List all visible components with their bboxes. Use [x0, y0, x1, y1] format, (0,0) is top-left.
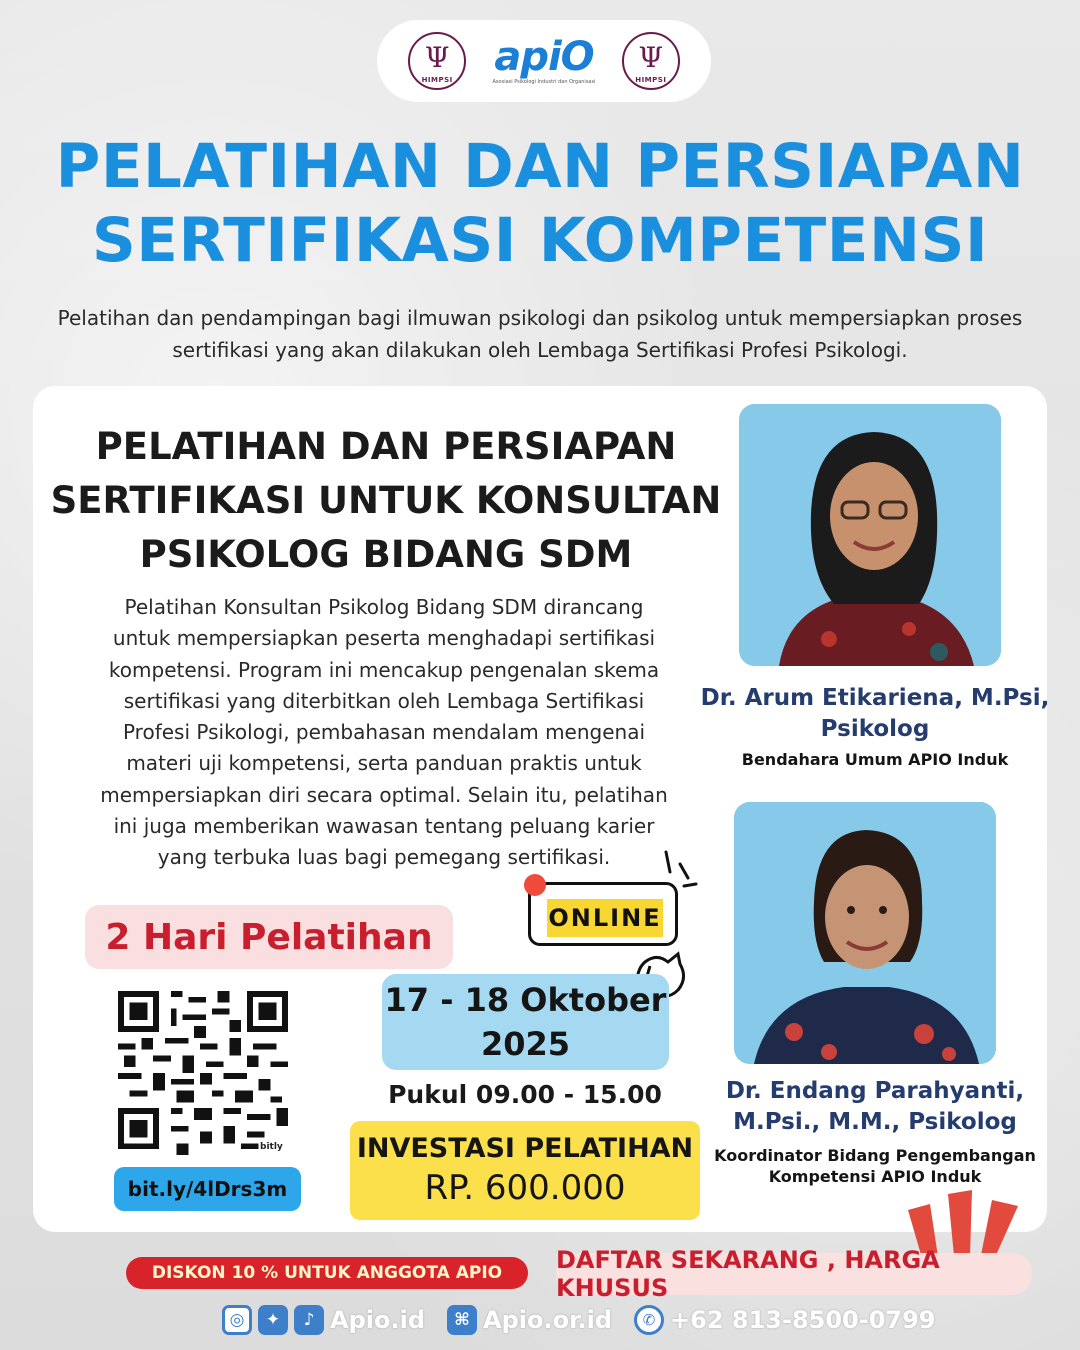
qr-code[interactable]: [118, 990, 288, 1156]
intro-text: Pelatihan dan pendampingan bagi ilmuwan psikologi dan psikolog untuk mempersiapkan proses sertifikasi yang akan dilakukan oleh Lembaga Sertifikasi Profesi Psikologi.: [57, 306, 1023, 362]
course-description: Pelatihan Konsultan Psikolog Bidang SDM dirancang untuk mempersiapkan peserta menghadapi sertifikasi kompetensi. Program ini mencakup pengenalan skema sertifikasi yang diterbitkan oleh Lembaga Sertifikasi Profesi Psikologi, pembahasan mendalam mengenai materi uji kompetensi, serta panduan praktis untuk mempersiapkan diri secara optimal. Selain itu, pelatihan ini juga memberikan wawasan tentang peluang karier yang terbuka luas bagi pemegang sertifikasi.: [100, 595, 668, 870]
phone-number[interactable]: +62 813-8500-0799: [670, 1306, 936, 1334]
course-title: PELATIHAN DAN PERSIAPAN SERTIFIKASI UNTUK KONSULTAN PSIKOLOG BIDANG SDM: [50, 425, 722, 576]
bitly-logo: bitly: [260, 1142, 283, 1152]
time-range: Pukul 09.00 - 15.00: [388, 1080, 662, 1109]
website-link[interactable]: Apio.or.id: [483, 1306, 613, 1334]
speaker-role-2: Koordinator Bidang Pengembangan Kompetensi APIO Induk: [714, 1146, 1036, 1186]
speaker-portrait-2: [734, 802, 996, 1064]
speaker-photo-1: [739, 404, 1001, 666]
duration-badge: 2 Hari Pelatihan: [85, 905, 453, 969]
whatsapp-icon: ✆: [634, 1305, 664, 1335]
online-frame: ONLINE: [528, 882, 678, 946]
short-link[interactable]: bit.ly/4lDrs3m: [114, 1167, 301, 1211]
live-dot-icon: [524, 874, 546, 896]
discount-badge: DISKON 10 % UNTUK ANGGOTA APIO: [126, 1257, 528, 1289]
speaker-photo-2: [734, 802, 996, 1064]
speaker-portrait-1: [739, 404, 1001, 666]
web-icon: ⌘: [447, 1305, 477, 1335]
twitter-icon[interactable]: ✦: [258, 1305, 288, 1335]
date-badge: 17 - 18 Oktober 2025: [382, 974, 669, 1070]
logo-bar: [377, 20, 711, 102]
tiktok-icon[interactable]: ♪: [294, 1305, 324, 1335]
qr-code-icon: [118, 990, 288, 1156]
apio-logo: apiO Asosiasi Psikologi Industri dan Organisasi: [492, 34, 596, 85]
instagram-icon[interactable]: ◎: [222, 1305, 252, 1335]
speaker-role-1: Bendahara Umum APIO Induk: [741, 750, 1009, 769]
trident-icon: Ψ: [638, 41, 664, 74]
social-handle[interactable]: Apio.id: [330, 1306, 425, 1334]
contact-row: [222, 1302, 936, 1338]
speaker-name-2: Dr. Endang Parahyanti, M.Psi., M.M., Psikolog: [725, 1078, 1025, 1135]
speaker-name-1: Dr. Arum Etikariena, M.Psi, Psikolog: [700, 685, 1050, 742]
page-title: PELATIHAN DAN PERSIAPAN SERTIFIKASI KOMPETENSI: [55, 131, 1025, 276]
register-cta[interactable]: DAFTAR SEKARANG , HARGA KHUSUS: [556, 1253, 1032, 1295]
trident-icon: Ψ: [424, 41, 450, 74]
investment-box: INVESTASI PELATIHAN RP. 600.000: [350, 1121, 700, 1220]
himpsi-logo-right: Ψ HIMPSI: [622, 32, 680, 90]
himpsi-logo-left: Ψ HIMPSI: [408, 32, 466, 90]
